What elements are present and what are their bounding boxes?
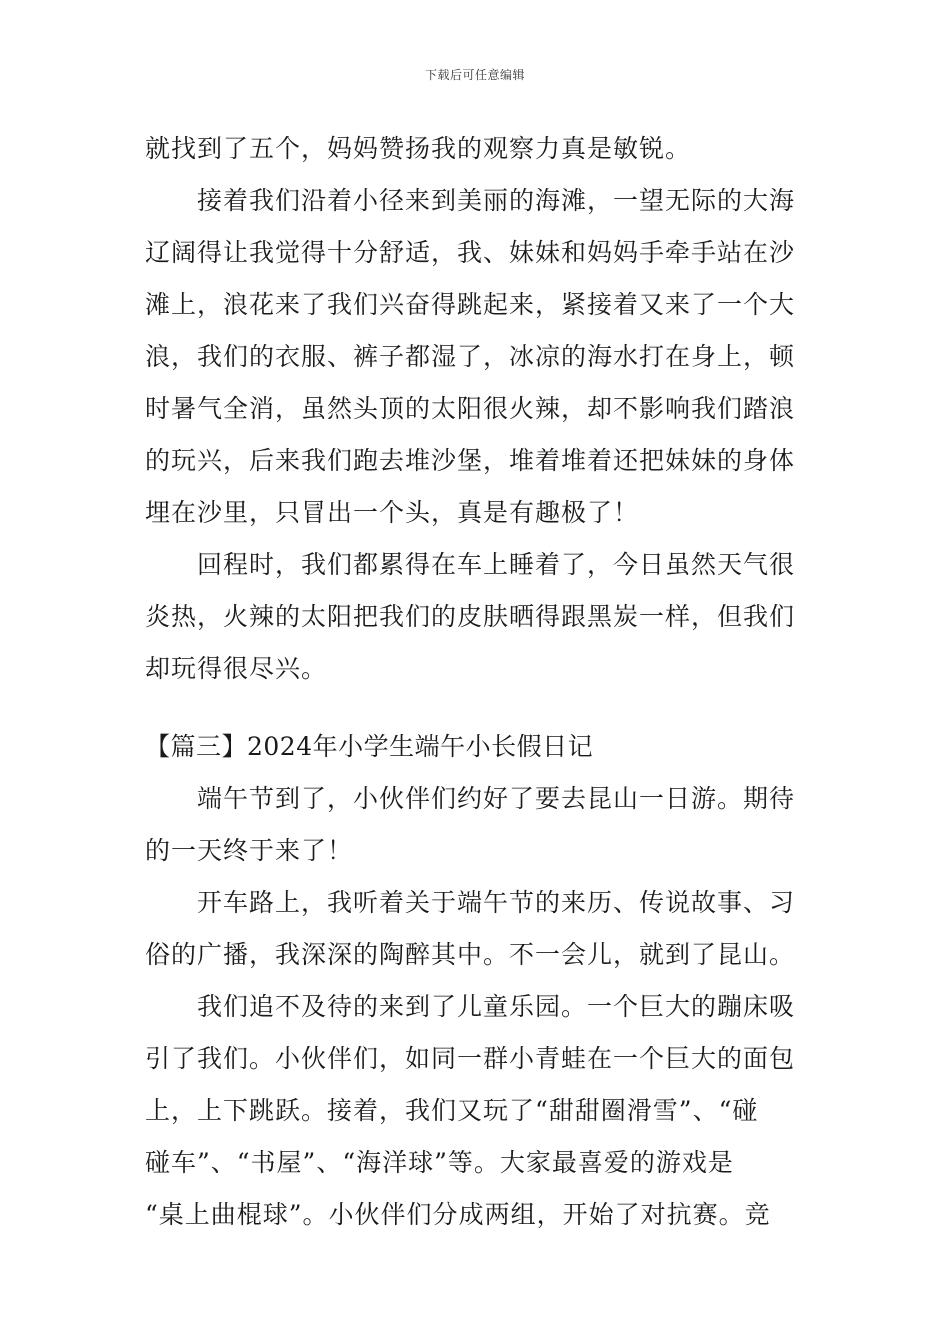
- text-line: 上，上下跳跃。接着，我们又玩了“甜甜圈滑雪”、“碰: [145, 1096, 759, 1125]
- text-line: 埋在沙里，只冒出一个头，真是有趣极了！: [145, 498, 640, 527]
- paragraph-start-line: 我们追不及待的来到了儿童乐园。一个巨大的蹦床吸: [197, 992, 796, 1021]
- text-line: 引了我们。小伙伴们，如同一群小青蛙在一个巨大的面包: [145, 1044, 796, 1073]
- text-line: 的玩兴，后来我们跑去堆沙堡，堆着堆着还把妹妹的身体: [145, 446, 796, 475]
- text-line: 的一天终于来了！: [145, 836, 354, 865]
- text-line: 时暑气全消，虽然头顶的太阳很火辣，却不影响我们踏浪: [145, 394, 796, 423]
- page-header: 下载后可任意编辑: [424, 68, 525, 82]
- paragraph-start-line: 回程时，我们都累得在车上睡着了，今日虽然天气很: [197, 550, 796, 579]
- text-line: 辽阔得让我觉得十分舒适，我、妹妹和妈妈手牵手站在沙: [145, 238, 796, 267]
- section-heading: 【篇三】2024年小学生端午小长假日记: [145, 732, 594, 761]
- text-line: 炎热，火辣的太阳把我们的皮肤晒得跟黑炭一样，但我们: [145, 602, 796, 631]
- text-line: 俗的广播，我深深的陶醉其中。不一会儿，就到了昆山。: [145, 940, 796, 969]
- text-line: 滩上，浪花来了我们兴奋得跳起来，紧接着又来了一个大: [145, 290, 796, 319]
- paragraph-start-line: 接着我们沿着小径来到美丽的海滩，一望无际的大海: [197, 186, 796, 215]
- text-line: 浪，我们的衣服、裤子都湿了，冰凉的海水打在身上，顿: [145, 342, 796, 371]
- text-line: “桌上曲棍球”。小伙伴们分成两组，开始了对抗赛。竞: [145, 1200, 771, 1229]
- text-line: 碰车”、“书屋”、“海洋球”等。大家最喜爱的游戏是: [145, 1148, 734, 1177]
- text-line: 却玩得很尽兴。: [145, 654, 328, 683]
- paragraph-start-line: 开车路上，我听着关于端午节的来历、传说故事、习: [197, 888, 796, 917]
- paragraph-start-line: 端午节到了，小伙伴们约好了要去昆山一日游。期待: [197, 784, 796, 813]
- text-line: 就找到了五个，妈妈赞扬我的观察力真是敏锐。: [145, 134, 692, 163]
